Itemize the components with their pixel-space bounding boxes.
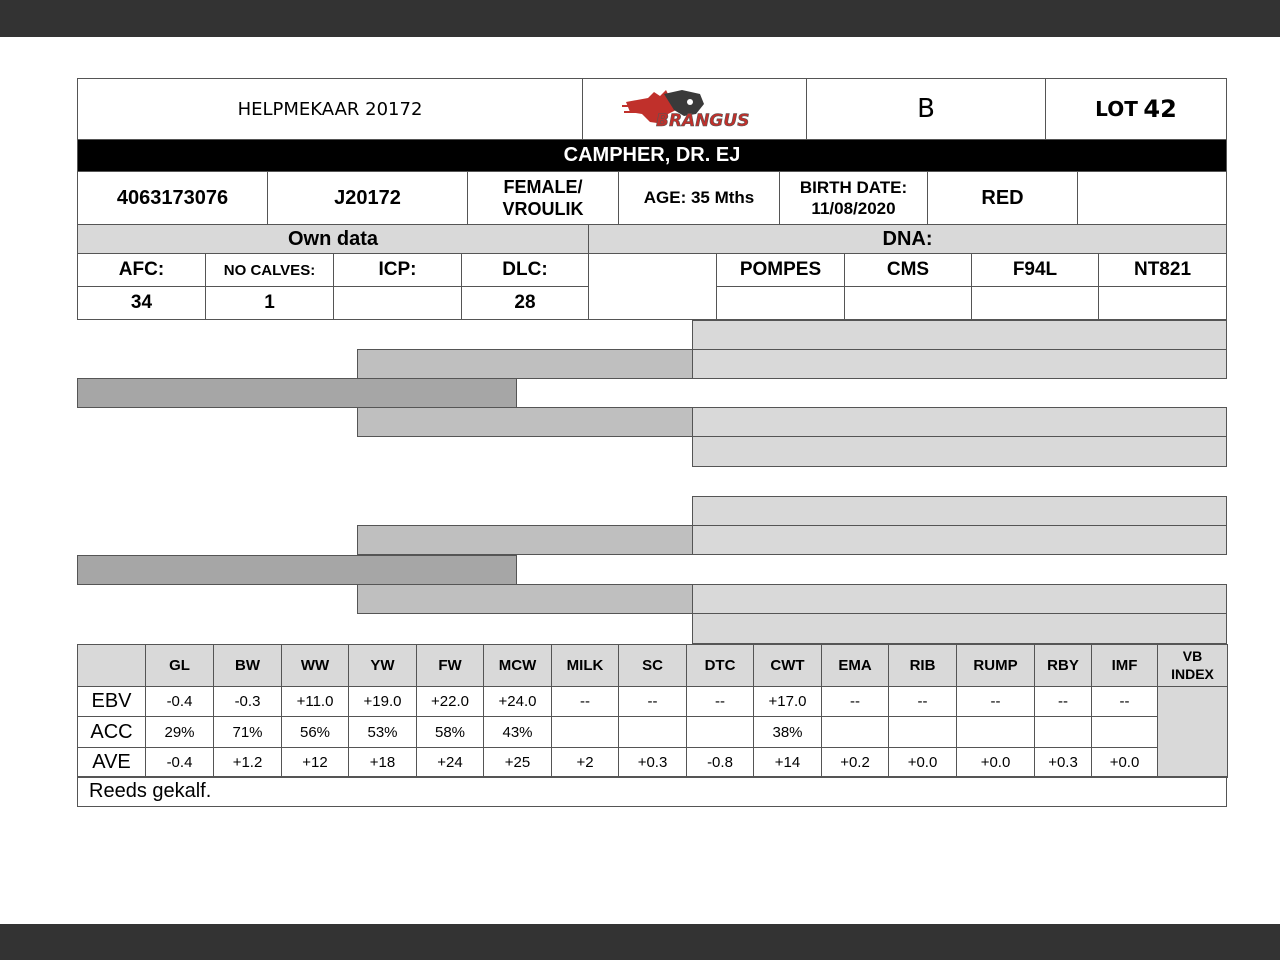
- own-header-calves: NO CALVES:: [205, 253, 334, 287]
- ebv-value-cell: 56%: [281, 716, 349, 748]
- ebv-column-header: WW: [281, 644, 349, 687]
- ebv-value-cell: +22.0: [416, 686, 484, 717]
- animal-sex: [467, 171, 619, 225]
- pedigree-box: [357, 525, 693, 555]
- dna-title: DNA:: [588, 224, 1227, 254]
- ebv-value-cell: +0.2: [821, 747, 889, 778]
- birth-date: 11/08/2020: [811, 199, 896, 218]
- vb-index-header-line: VB: [1182, 648, 1203, 664]
- ebv-row-label: ACC: [77, 716, 146, 748]
- ebv-corner-cell: [77, 644, 146, 687]
- own-value-icp: [333, 286, 462, 320]
- logo-text: BRANGUS: [655, 111, 749, 131]
- own-data-title: Own data: [77, 224, 589, 254]
- pedigree-box: [357, 584, 693, 614]
- dna-header-pompes: POMPES: [716, 253, 845, 287]
- ebv-column-header: IMF: [1091, 644, 1158, 687]
- brangus-logo: [582, 78, 807, 140]
- ebv-value-cell: 53%: [348, 716, 417, 748]
- ebv-value-cell: +17.0: [753, 686, 822, 717]
- pedigree-box: [692, 584, 1227, 614]
- dna-header-nt821: NT821: [1098, 253, 1227, 287]
- vb-index-header: [1157, 644, 1228, 687]
- ebv-value-cell: +18: [348, 747, 417, 778]
- owner-name: CAMPHER, DR. EJ: [77, 139, 1227, 172]
- ebv-value-cell: 29%: [145, 716, 214, 748]
- brangus-logo-icon: [620, 84, 770, 134]
- birth-date-cell: [779, 171, 928, 225]
- ebv-value-cell: --: [551, 686, 619, 717]
- ebv-value-cell: --: [1034, 686, 1092, 717]
- ebv-column-header: FW: [416, 644, 484, 687]
- ebv-column-header: RBY: [1034, 644, 1092, 687]
- ebv-value-cell: 38%: [753, 716, 822, 748]
- ebv-value-cell: [1091, 716, 1158, 748]
- grade: B: [806, 78, 1046, 140]
- dna-value-cms: [844, 286, 972, 320]
- ebv-value-cell: +1.2: [213, 747, 282, 778]
- ebv-value-cell: +24: [416, 747, 484, 778]
- ebv-value-cell: -0.3: [213, 686, 282, 717]
- dna-value-nt821: [1098, 286, 1227, 320]
- ebv-value-cell: [551, 716, 619, 748]
- ebv-value-cell: [618, 716, 687, 748]
- lot-label: LOT: [1095, 97, 1138, 121]
- vb-index-header-line: INDEX: [1171, 665, 1214, 682]
- ebv-value-cell: --: [686, 686, 754, 717]
- animal-code: J20172: [267, 171, 468, 225]
- ebv-row-label: EBV: [77, 686, 146, 717]
- animal-id: 4063173076: [77, 171, 268, 225]
- ebv-column-header: MCW: [483, 644, 552, 687]
- animal-extra: [1077, 171, 1227, 225]
- bottom-dark-bar: [0, 924, 1280, 960]
- ebv-column-header: EMA: [821, 644, 889, 687]
- own-value-calves: 1: [205, 286, 334, 320]
- pedigree-box: [692, 613, 1227, 644]
- ebv-value-cell: --: [618, 686, 687, 717]
- pedigree-dam: [77, 555, 517, 585]
- ebv-value-cell: +0.3: [1034, 747, 1092, 778]
- own-header-icp: ICP:: [333, 253, 462, 287]
- ebv-value-cell: [821, 716, 889, 748]
- ebv-column-header: YW: [348, 644, 417, 687]
- ebv-value-cell: --: [888, 686, 957, 717]
- vb-index-value: [1157, 686, 1228, 778]
- ebv-value-cell: +14: [753, 747, 822, 778]
- lot-cell: [1045, 78, 1227, 140]
- pedigree-box: [692, 349, 1227, 379]
- dna-value-pompes: [716, 286, 845, 320]
- dna-header-f94l: F94L: [971, 253, 1099, 287]
- ebv-value-cell: --: [821, 686, 889, 717]
- ebv-value-cell: +25: [483, 747, 552, 778]
- pedigree-box: [692, 496, 1227, 526]
- dna-blank: [588, 253, 717, 320]
- animal-age: AGE: 35 Mths: [618, 171, 780, 225]
- lot-number: 42: [1143, 95, 1177, 123]
- own-header-afc: AFC:: [77, 253, 206, 287]
- ebv-value-cell: -0.4: [145, 747, 214, 778]
- ebv-column-header: RUMP: [956, 644, 1035, 687]
- ebv-column-header: BW: [213, 644, 282, 687]
- pedigree-box: [357, 407, 693, 437]
- herd-name: HELPMEKAAR 20172: [77, 78, 583, 140]
- animal-colour: RED: [927, 171, 1078, 225]
- own-value-afc: 34: [77, 286, 206, 320]
- pedigree-box: [692, 436, 1227, 467]
- ebv-value-cell: 43%: [483, 716, 552, 748]
- ebv-column-header: SC: [618, 644, 687, 687]
- ebv-value-cell: +0.0: [1091, 747, 1158, 778]
- sex-line1: FEMALE/: [503, 176, 583, 197]
- ebv-value-cell: +0.3: [618, 747, 687, 778]
- ebv-value-cell: -0.8: [686, 747, 754, 778]
- ebv-value-cell: --: [1091, 686, 1158, 717]
- ebv-column-header: RIB: [888, 644, 957, 687]
- ebv-value-cell: +24.0: [483, 686, 552, 717]
- ebv-row-label: AVE: [77, 747, 146, 778]
- ebv-value-cell: -0.4: [145, 686, 214, 717]
- pedigree-box: [692, 320, 1227, 350]
- ebv-value-cell: 71%: [213, 716, 282, 748]
- ebv-value-cell: +0.0: [888, 747, 957, 778]
- ebv-column-header: DTC: [686, 644, 754, 687]
- ebv-value-cell: +12: [281, 747, 349, 778]
- pedigree-box: [692, 525, 1227, 555]
- sex-line2: VROULIK: [502, 199, 584, 219]
- own-header-dlc: DLC:: [461, 253, 589, 287]
- ebv-value-cell: +2: [551, 747, 619, 778]
- ebv-value-cell: 58%: [416, 716, 484, 748]
- ebv-value-cell: +11.0: [281, 686, 349, 717]
- ebv-value-cell: [956, 716, 1035, 748]
- ebv-value-cell: +0.0: [956, 747, 1035, 778]
- pedigree-box: [357, 349, 693, 379]
- top-dark-bar: [0, 0, 1280, 37]
- ebv-value-cell: [686, 716, 754, 748]
- ebv-column-header: CWT: [753, 644, 822, 687]
- remarks: Reeds gekalf.: [77, 776, 1227, 807]
- ebv-column-header: GL: [145, 644, 214, 687]
- birth-date-label: BIRTH DATE:: [799, 177, 908, 197]
- ebv-value-cell: +19.0: [348, 686, 417, 717]
- ebv-value-cell: --: [956, 686, 1035, 717]
- dna-header-cms: CMS: [844, 253, 972, 287]
- ebv-value-cell: [1034, 716, 1092, 748]
- pedigree-box: [692, 407, 1227, 437]
- ebv-column-header: MILK: [551, 644, 619, 687]
- dna-value-f94l: [971, 286, 1099, 320]
- own-value-dlc: 28: [461, 286, 589, 320]
- pedigree-sire: [77, 378, 517, 408]
- ebv-value-cell: [888, 716, 957, 748]
